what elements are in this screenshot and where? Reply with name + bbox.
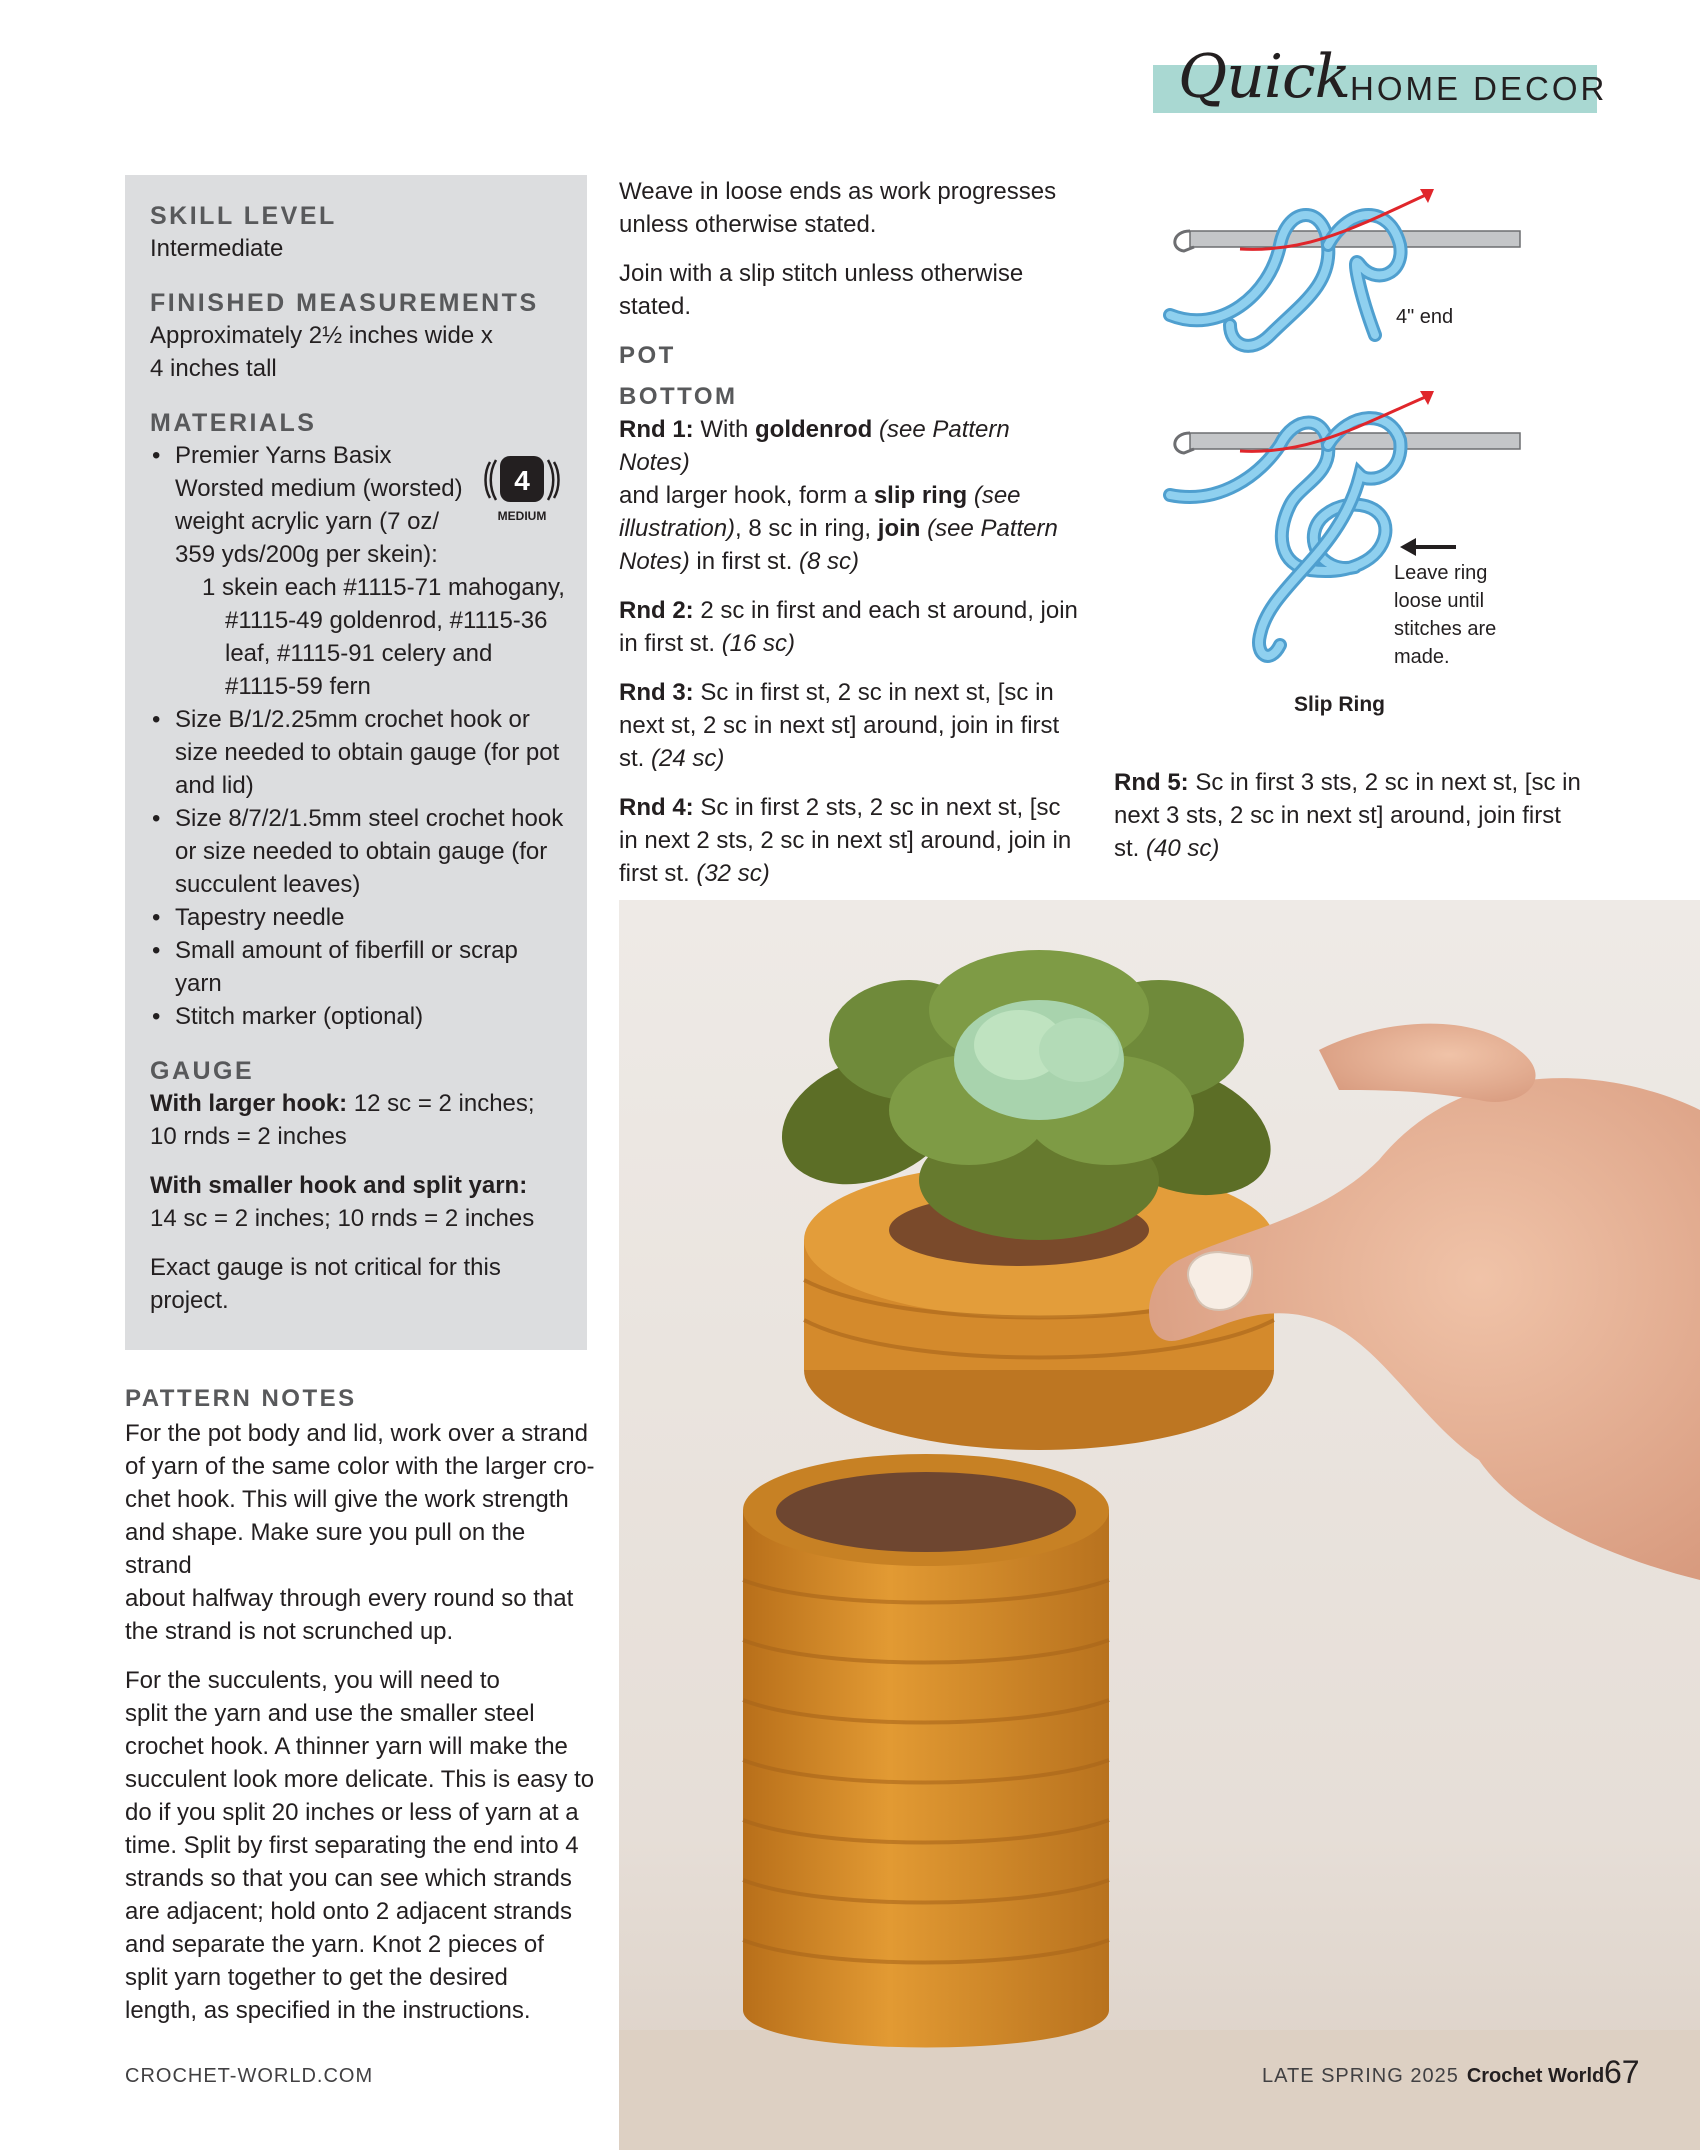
material-line: weight acrylic yarn (7 oz/ xyxy=(175,508,440,535)
text-run: and larger hook, form a xyxy=(619,482,874,509)
leave-ring-note: loose until xyxy=(1394,590,1485,612)
skill-level-section xyxy=(150,200,570,265)
footer-issue xyxy=(1262,2065,1604,2088)
gauge-section xyxy=(150,1055,570,1317)
text-run: st. xyxy=(619,745,652,772)
crochet-hook-icon xyxy=(1175,433,1520,453)
text-line: of yarn of the same color with the larger cro- xyxy=(125,1453,595,1480)
measurements-label: FINISHED MEASUREMENTS xyxy=(150,289,539,317)
text-run: Notes) xyxy=(619,548,690,575)
text-line: do if you split 20 inches or less of yarn at a xyxy=(125,1799,579,1826)
text-line: unless otherwise stated. xyxy=(619,211,877,238)
stitch-term: join xyxy=(877,515,921,542)
material-line: 359 yds/200g per skein): xyxy=(175,541,438,568)
material-item xyxy=(150,703,570,802)
text-line: crochet hook. A thinner yarn will make the xyxy=(125,1733,568,1760)
round-label: Rnd 3: xyxy=(619,679,694,706)
text-run: Sc in first 3 sts, 2 sc in next st, [sc in xyxy=(1188,769,1581,796)
round-5 xyxy=(1114,766,1594,865)
round-label: Rnd 5: xyxy=(1114,769,1189,796)
text-line: stated. xyxy=(619,293,692,320)
stitch-term: slip ring xyxy=(873,482,968,509)
table-surface xyxy=(619,2030,1700,2150)
material-item: • Small amount of fiberfill or scrap yarn xyxy=(150,934,570,1000)
text-line: split the yarn and use the smaller steel xyxy=(125,1700,535,1727)
material-line: size needed to obtain gauge (for pot xyxy=(175,739,560,766)
yarn-color-line: 1 skein each #1115-71 mahogany, xyxy=(202,574,565,601)
crochet-pot xyxy=(743,1454,1109,2048)
text-line: are adjacent; hold onto 2 adjacent strands xyxy=(125,1898,572,1925)
text-line: chet hook. This will give the work strength xyxy=(125,1486,569,1513)
leave-ring-note: made. xyxy=(1394,646,1450,668)
material-line: and lid) xyxy=(175,772,254,799)
text-line: and separate the yarn. Knot 2 pieces of xyxy=(125,1931,544,1958)
footer-website: CROCHET-WORLD.COM xyxy=(125,2065,374,2087)
text-run: Sc in first 2 sts, 2 sc in next st, [sc xyxy=(693,794,1061,821)
weave-note xyxy=(619,175,1079,241)
text-line: strands so that you can see which strands xyxy=(125,1865,572,1892)
four-inch-end-label: 4" end xyxy=(1396,306,1454,328)
text-line: the strand is not scrunched up. xyxy=(125,1618,454,1645)
materials-label: MATERIALS xyxy=(150,409,317,437)
stitch-count: (40 sc) xyxy=(1146,835,1220,862)
bottom-heading: BOTTOM xyxy=(619,383,738,410)
gauge-label: GAUGE xyxy=(150,1057,255,1085)
succulent-pot-photo xyxy=(619,900,1700,2150)
text-run: Sc in first st, 2 sc in next st, [sc in xyxy=(693,679,1054,706)
text-run: in next 2 sts, 2 sc in next st] around, join in xyxy=(619,827,1072,854)
material-line: • Premier Yarns Basix xyxy=(175,442,392,469)
color-term: goldenrod xyxy=(755,416,873,443)
text-run: , 8 sc in ring, xyxy=(735,515,878,542)
slip-ring-illustration xyxy=(1160,175,1530,735)
text-line: Weave in loose ends as work progresses xyxy=(619,178,1057,205)
leave-ring-note: stitches are xyxy=(1394,618,1497,640)
gauge-smaller-hook-label xyxy=(150,1169,570,1202)
text-run: With xyxy=(693,416,756,443)
materials-list xyxy=(150,439,570,1033)
pattern-notes xyxy=(125,1382,595,2043)
yarn-color-line: #1115-49 goldenrod, #1115-36 xyxy=(225,607,548,634)
material-line: succulent leaves) xyxy=(175,871,361,898)
text-line: and shape. Make sure you pull on the strand xyxy=(125,1519,526,1579)
material-item xyxy=(150,802,570,901)
round-label: Rnd 2: xyxy=(619,597,694,624)
round-2 xyxy=(619,594,1079,660)
stitch-count: (8 sc) xyxy=(799,548,860,575)
material-line: • Size 8/7/2/1.5mm steel crochet hook xyxy=(175,805,564,832)
text-line: time. Split by first separating the end into 4 xyxy=(125,1832,579,1859)
pattern-notes-p2 xyxy=(125,1664,595,2027)
stitch-count: (16 sc) xyxy=(721,630,796,657)
text-line: about halfway through every round so that xyxy=(125,1585,574,1612)
instructions-column xyxy=(619,175,1079,906)
material-item: • Stitch marker (optional) xyxy=(150,1000,570,1033)
join-note xyxy=(619,257,1079,323)
material-line: or size needed to obtain gauge (for xyxy=(175,838,548,865)
leave-ring-note: Leave ring xyxy=(1394,562,1488,584)
text-line: split yarn together to get the desired xyxy=(125,1964,508,1991)
header-quick-script: Quick xyxy=(1178,42,1350,112)
measurements-line: Approximately 2½ inches wide x xyxy=(150,322,493,349)
yarn-weight-text: MEDIUM xyxy=(497,509,547,523)
text-run: (see Pattern xyxy=(920,515,1058,542)
yarn-weight-number: 4 xyxy=(514,465,530,496)
round-label: Rnd 1: xyxy=(619,416,694,443)
text-run: (see xyxy=(967,482,1021,509)
text-run: st. xyxy=(1114,835,1147,862)
pattern-notes-p1 xyxy=(125,1417,595,1648)
material-line: • Size B/1/2.25mm crochet hook or xyxy=(175,706,530,733)
info-sidebar-content xyxy=(150,200,570,1339)
measurements-line: 4 inches tall xyxy=(150,355,277,382)
measurements-section xyxy=(150,287,570,385)
round-1 xyxy=(619,413,1079,578)
yarn-weight-medium-icon xyxy=(482,452,562,524)
text-run: (see Pattern Notes) xyxy=(619,416,1010,476)
material-item: • Tapestry needle xyxy=(150,901,570,934)
text-run: 2 sc in first and each st around, join xyxy=(693,597,1078,624)
text-run: in first st. xyxy=(689,548,800,575)
round-5-text xyxy=(1114,766,1594,865)
text-line: For the pot body and lid, work over a strand xyxy=(125,1420,588,1447)
gauge-smaller-hook-bold: With smaller hook and split yarn: xyxy=(150,1172,528,1199)
text-run: in first st. xyxy=(619,630,722,657)
round-4 xyxy=(619,791,1079,890)
gauge-larger-hook-line2: 10 rnds = 2 inches xyxy=(150,1123,347,1150)
pot-heading: POT xyxy=(619,342,676,369)
round-3 xyxy=(619,676,1079,775)
gauge-larger-hook-label: With larger hook: xyxy=(150,1090,348,1117)
stitch-count: (24 sc) xyxy=(651,745,725,772)
material-line: Worsted medium (worsted) xyxy=(175,475,463,502)
gauge-note: project. xyxy=(150,1287,229,1314)
crochet-hook-icon xyxy=(1175,231,1520,251)
yarn-loop-2 xyxy=(1170,418,1400,656)
skill-level-value: Intermediate xyxy=(150,235,284,262)
pointer-arrow-head-icon xyxy=(1400,538,1416,556)
page-number: 67 xyxy=(1604,2054,1640,2090)
slip-ring-caption: Slip Ring xyxy=(1294,693,1385,716)
round-label: Rnd 4: xyxy=(619,794,694,821)
header-section-title: HOME DECOR xyxy=(1350,70,1608,107)
yarn-colors xyxy=(150,571,570,703)
skill-level-label: SKILL LEVEL xyxy=(150,202,337,230)
gauge-note: Exact gauge is not critical for this xyxy=(150,1254,501,1281)
stitch-count: (32 sc) xyxy=(696,860,770,887)
text-run: first st. xyxy=(619,860,697,887)
text-line: For the succulents, you will need to xyxy=(125,1667,500,1694)
text-run: next 3 sts, 2 sc in next st] around, join first xyxy=(1114,802,1561,829)
text-run: illustration) xyxy=(619,515,736,542)
text-line: Join with a slip stitch unless otherwise xyxy=(619,260,1024,287)
yarn-color-line: #1115-59 fern xyxy=(225,673,371,700)
text-run: next st, 2 sc in next st] around, join in first xyxy=(619,712,1060,739)
gauge-larger-hook-value: 12 sc = 2 inches; xyxy=(347,1090,535,1117)
yarn-color-line: leaf, #1115-91 celery and xyxy=(225,640,493,667)
text-line: succulent look more delicate. This is easy to xyxy=(125,1766,595,1793)
pattern-notes-label: PATTERN NOTES xyxy=(125,1385,357,1412)
footer-magazine-name: Crochet World xyxy=(1466,2065,1605,2087)
text-line: length, as specified in the instructions. xyxy=(125,1997,531,2024)
gauge-larger-hook xyxy=(150,1087,570,1120)
gauge-smaller-hook-value: 14 sc = 2 inches; 10 rnds = 2 inches xyxy=(150,1205,535,1232)
footer-issue-date: LATE SPRING 2025 xyxy=(1262,2065,1459,2087)
